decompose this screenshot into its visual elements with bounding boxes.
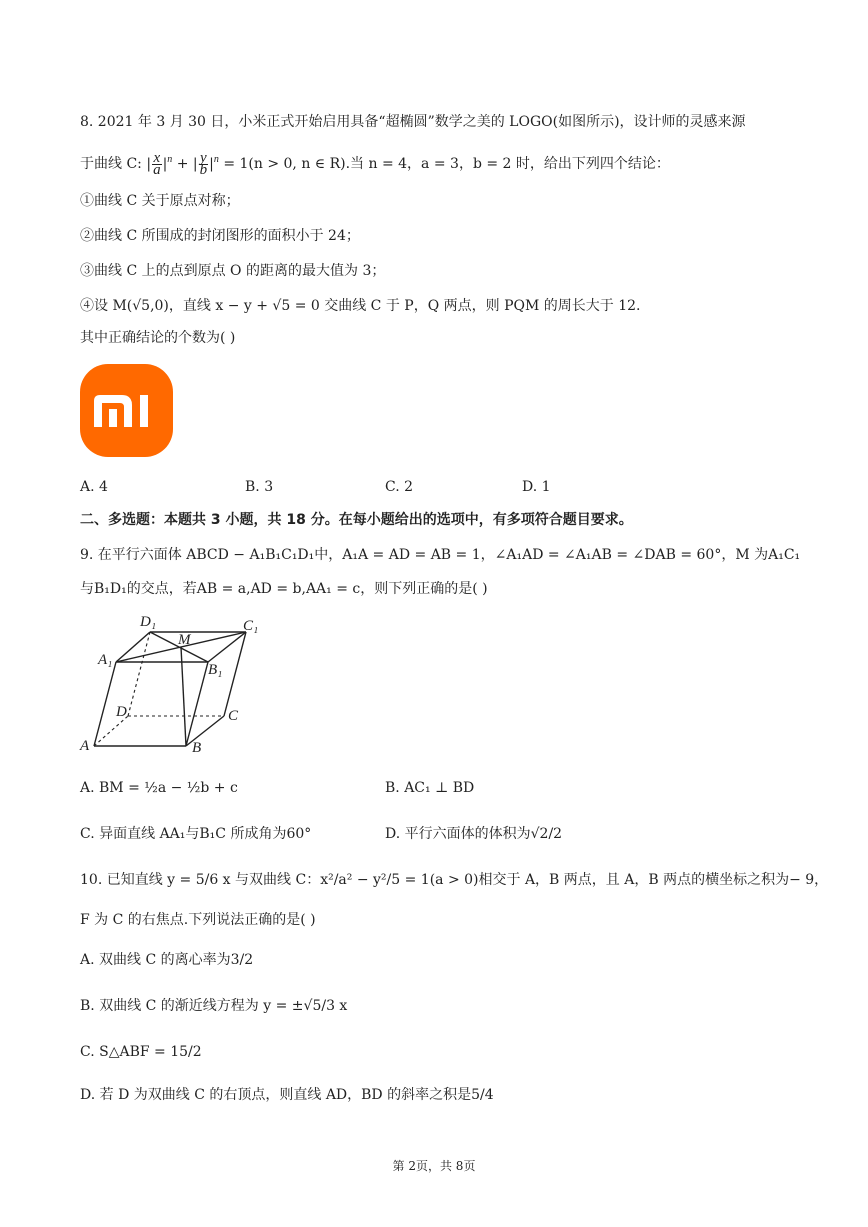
q9-option-c: C. 异面直线 AA₁与B₁C 所成角为60°: [80, 826, 312, 842]
q10-line1: 10. 已知直线 y = 5/6 x 与双曲线 C：x²/a² − y²/5 = 1(a > 0)相交于 A，B 两点，且 A，B 两点的横坐标之积为− 9，: [80, 872, 829, 888]
q10-option-b: B. 双曲线 C 的渐近线方程为 y = ±√5/3 x: [80, 998, 348, 1014]
label-c1: C₁: [243, 618, 259, 634]
label-d1: D₁: [140, 614, 157, 630]
q9-option-a: A. BM = ½a − ½b + c: [80, 780, 238, 796]
q9-line2: 与B₁D₁的交点，若AB = a,AD = b,AA₁ = c，则下列正确的是( ): [80, 581, 488, 597]
page-footer: 第 2页，共 8页: [392, 1159, 476, 1173]
q8-item2: ②曲线 C 所围成的封闭图形的面积小于 24；: [80, 228, 360, 244]
label-a1: A₁: [98, 652, 113, 668]
q8-line2-mid: = 1(n > 0, n ∈ R).当 n = 4，a = 3，b = 2 时，给出下列四个结论：: [223, 156, 670, 172]
q8-line1: 8. 2021 年 3 月 30 日，小米正式开始启用具备“超椭圆”数学之美的 LOGO(如图所示)，设计师的灵感来源: [80, 114, 746, 130]
q10-option-a: A. 双曲线 C 的离心率为3/2: [80, 952, 254, 968]
label-d: D: [116, 704, 127, 720]
q8-item4: ④设 M(√5,0)，直线 x − y + √5 = 0 交曲线 C 于 P，Q 两点，则 PQM 的周长大于 12.: [80, 298, 641, 314]
q9-option-b: B. AC₁ ⊥ BD: [385, 780, 475, 796]
q8-option-a: A. 4: [80, 479, 108, 495]
xiaomi-logo: [80, 364, 173, 457]
label-c: C: [228, 708, 239, 724]
q8-ask: 其中正确结论的个数为( ): [80, 330, 236, 346]
q9-line1: 9. 在平行六面体 ABCD − A₁B₁C₁D₁中，A₁A = AD = AB = 1，∠A₁AD = ∠A₁AB = ∠DAB = 60°，M 为A₁C₁: [80, 547, 801, 563]
label-a: A: [80, 738, 90, 754]
label-b: B: [192, 740, 202, 756]
q8-line2-prefix: 于曲线 C:: [80, 156, 142, 172]
xiaomi-mi-icon: [90, 391, 164, 431]
label-b1: B₁: [208, 662, 223, 678]
q8-item3: ③曲线 C 上的点到原点 O 的距离的最大值为 3；: [80, 263, 386, 279]
section-heading: 二、多选题：本题共 3 小题，共 18 分。在每小题给出的选项中，有多项符合题目要求。: [80, 512, 633, 528]
q8-line2: [80, 150, 670, 176]
q8-option-b: B. 3: [245, 479, 274, 495]
q8-item1: ①曲线 C 关于原点对称；: [80, 193, 240, 209]
q10-option-c: C. S△ABF = 15/2: [80, 1044, 202, 1060]
q9-option-d: D. 平行六面体的体积为√2/2: [385, 826, 563, 842]
q10-option-d: D. 若 D 为双曲线 C 的右顶点，则直线 AD，BD 的斜率之积是5/4: [80, 1087, 494, 1103]
label-m: M: [178, 632, 191, 648]
q10-line2: F 为 C 的右焦点.下列说法正确的是( ): [80, 912, 316, 928]
q8-option-c: C. 2: [385, 479, 414, 495]
q8-option-d: D. 1: [522, 479, 551, 495]
q8-formula: | $\frac{x}{a}$ $|^n$ + | $\frac{y}{b}$ $|^n$: [146, 149, 219, 178]
